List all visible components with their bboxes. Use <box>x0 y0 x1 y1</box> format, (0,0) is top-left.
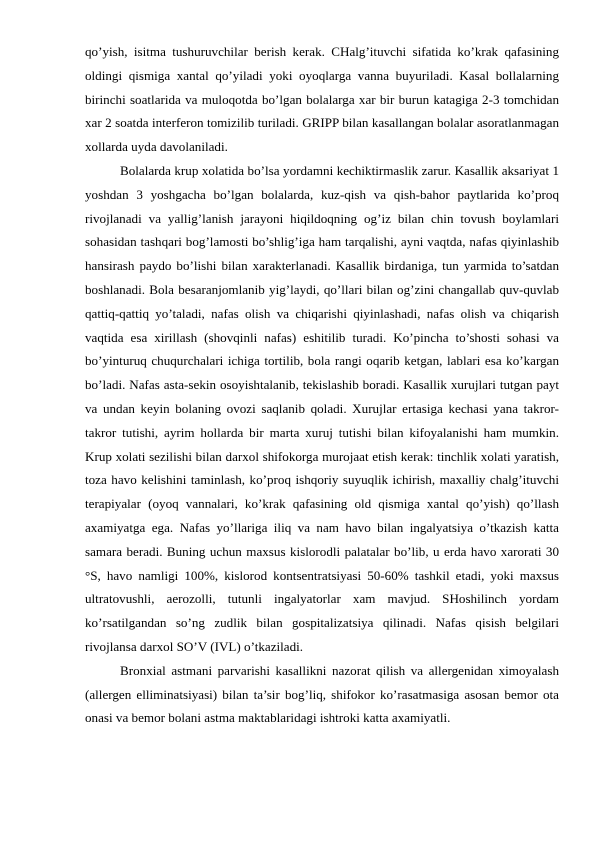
paragraph-influenza-treatment: qo’yish, isitma tushuruvchilar berish kerak. CHalg’ituvchi sifatida ko’krak qafasining oldingi qismiga xantal qo’yiladi yoki oyoqlarga vanna buyuriladi. Kasal bollalarning birinchi soatlarida va muloqotda bo’lgan bolalarga xar bir burun katagiga 2-3 tomchidan xar 2 soatda interferon tomizilib turiladi. GRIPP bilan kasallangan bolalar asoratlanmagan xollarda uyda davolaniladi. <box>85 44 559 155</box>
paragraph-croup-care: Bolalarda krup xolatida bo’lsa yordamni kechiktirmaslik zarur. Kasallik aksariyat 1 yoshdan 3 yoshgacha bo’lgan bolalarda, kuz-qish va qish-bahor paytlarida ko’proq rivojlanadi va yallig’lanish jarayoni hiqildoqning og’iz bilan chin tovush boylamlari sohasidan tashqari bog’lamosti bo’shlig’iga ham tarqalishi, ayni vaqtda, nafas qiyinlashib hansirash paydo bo’lishi bilan xarakterlanadi. Kasallik birdaniga, tun yarmida to’satdan boshlanadi. Bola besaranjomlanib yig’laydi, qo’llari bilan og’zini changallab quv-quvlab qattiq-qattiq yo’taladi, nafas olish va chiqarishi qiyinlashadi, nafas olish va chiqarish vaqtida esa xirillash (shovqinli nafas) eshitilib turadi. Ko’pincha to’shosti sohasi va bo’yinturuq chuqurchalari ichiga tortilib, bola rangi oqarib ketgan, lablari esa ko’kargan bo’ladi. Nafas asta-sekin osoyishtalanib, tekislashib boradi. Kasallik xurujlari tutgan payt va undan keyin bolaning ovozi saqlanib qoladi. Xurujlar ertasiga kechasi yana takror-takror tutishi, ayrim hollarda bir marta xuruj tutishi bilan kifoyalanishi ham mumkin. Krup xolati sezilishi bilan darxol shifokorga murojaat etish kerak: tinchlik xolati yaratish, toza havo kelishini taminlash, ko’proq ishqoriy suyuqlik ichirish, maxalliy chalg’ituvchi terapiyalar (oyoq vannalari, ko’krak qafasining old qismiga xantal qo’yish) qo’llash axamiyatga ega. Nafas yo’llariga iliq va nam havo bilan ingalyatsiya o’tkazish katta samara beradi. Buning uchun maxsus kislorodli palatalar bo’lib, u erda havo xarorati 30 °S, havo namligi 100%, kislorod kontsentratsiyasi 50-60% tashkil etadi, yoki maxsus ultratovushli, aerozolli, tutunli ingalyatorlar xam mavjud. SHoshilinch yordam ko’rsatilgandan so’ng zudlik bilan gospitalizatsiya qilinadi. Nafas qisish belgilari rivojlansa darxol SO’V (IVL) o’tkaziladi. <box>85 162 559 654</box>
paragraph-asthma-care: Bronxial astmani parvarishi kasallikni nazorat qilish va allergenidan ximoyalash (allergen elliminatsiyasi) bilan ta’sir bog’liq, shifokor ko’rasatmasiga asosan bemor ota onasi va bemor bolani astma maktablaridagi ishtroki katta axamiyatli. <box>85 662 559 726</box>
document-page <box>85 40 559 730</box>
